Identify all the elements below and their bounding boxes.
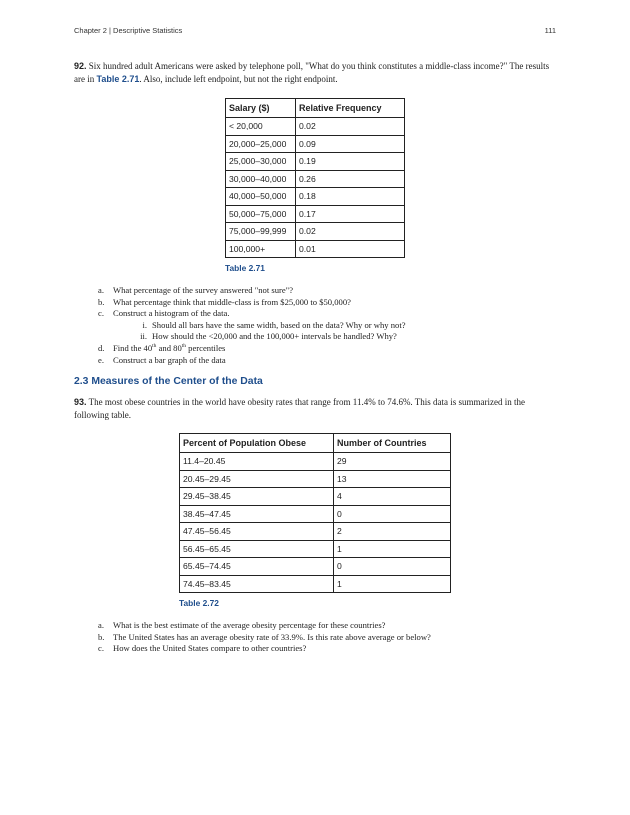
table-cell: 20.45–29.45 [180,470,334,488]
item-text: What percentage of the survey answered "not sure"? [113,285,294,295]
item-text: Construct a bar graph of the data [113,354,226,365]
table-cell: 0.02 [296,118,405,136]
table-cell: 0 [334,505,451,523]
table-cell: 11.4–20.45 [180,453,334,471]
table-row [180,523,451,541]
item-text: What percentage think that middle-class is from $25,000 to $50,000? [113,296,351,307]
table-row [180,575,451,593]
table-cell: 0.19 [296,153,405,171]
obesity-table [179,433,451,593]
superscript: th [152,343,157,350]
list-item [74,355,406,367]
section-heading: 2.3 Measures of the Center of the Data [74,376,263,387]
problem-93-number: 93. [74,397,87,407]
item-label: a. [98,620,104,630]
item-text: What is the best estimate of the average obesity percentage for these countries? [113,620,386,630]
table-cell: 0 [334,558,451,576]
table-row [226,135,405,153]
problem-93-intro: The most obese countries in the world have obesity rates that range from 11.4% to 74.6%. This data is summarized in the following table. [74,397,525,420]
problem-92-intro: Six hundred adult Americans were asked by telephone poll, "What do you think constitutes a middle-class income?" The results are in [74,61,550,84]
item-label: b. [98,631,105,642]
problem-93-questions [74,620,431,655]
item-label: ii. [140,331,147,342]
problem-92-intro-end: . Also, include left endpoint, but not the right endpoint. [139,73,338,84]
item-text: Should all bars have the same width, based on the data? Why or why not? [152,319,406,330]
problem-93-text [74,396,556,421]
table-cell: 2 [334,523,451,541]
table-row [226,118,405,136]
table-cell: 47.45–56.45 [180,523,334,541]
table-row [180,488,451,506]
item-label: a. [98,285,104,295]
list-item [74,620,431,632]
table-cell: 0.02 [296,223,405,241]
table-cell: 29.45–38.45 [180,488,334,506]
item-text: How should the <20,000 and the 100,000+ intervals be handled? Why? [152,331,397,342]
item-label: i. [142,319,147,330]
table-cell: 13 [334,470,451,488]
table-row [180,505,451,523]
list-item [74,285,406,297]
chapter-title: Chapter 2 | Descriptive Statistics [74,26,183,35]
table-cell: 100,000+ [226,240,296,258]
table-row [180,540,451,558]
list-item [74,308,406,320]
item-text: and 80 [156,342,182,353]
item-text: The United States has an average obesity rate of 33.9%. Is this rate above average or below? [113,631,431,642]
table-row [226,153,405,171]
table-row [226,223,405,241]
table-cell: 0.01 [296,240,405,258]
column-header: Percent of Population Obese [180,434,334,453]
salary-table [225,98,405,258]
table-row [180,453,451,471]
list-item [74,643,431,655]
item-label: b. [98,296,105,307]
table-cell: 20,000–25,000 [226,135,296,153]
table-cell: 1 [334,540,451,558]
table-header-row [180,434,451,453]
table-caption: Table 2.71 [225,263,265,273]
problem-92-text [74,60,556,85]
table-cell: 65.45–74.45 [180,558,334,576]
table-cell: 0.09 [296,135,405,153]
table-cell: 50,000–75,000 [226,205,296,223]
table-cell: 75,000–99,999 [226,223,296,241]
table-cell: 38.45–47.45 [180,505,334,523]
list-item [74,343,406,355]
table-cell: < 20,000 [226,118,296,136]
superscript: th [181,343,187,350]
table-2-71-link[interactable]: Table 2.71 [96,73,140,84]
table-cell: 0.26 [296,170,405,188]
table-row [180,470,451,488]
item-label: c. [98,308,104,319]
table-cell: 30,000–40,000 [226,170,296,188]
list-item [74,331,406,343]
table-cell: 4 [334,488,451,506]
table-header-row [226,99,405,118]
table-cell: 74.45–83.45 [180,575,334,593]
table-row [226,205,405,223]
table-row [226,170,405,188]
item-text: How does the United States compare to other countries? [113,643,307,654]
table-row [180,558,451,576]
table-cell: 40,000–50,000 [226,188,296,206]
page-header [74,26,556,38]
problem-92-number: 92. [74,61,87,71]
page-number: 111 [544,26,556,35]
table-cell: 56.45–65.45 [180,540,334,558]
table-caption: Table 2.72 [179,598,219,608]
item-label: c. [98,643,104,654]
list-item [74,297,406,309]
list-item [74,320,406,332]
table-row [226,240,405,258]
table-cell: 0.17 [296,205,405,223]
column-header: Number of Countries [334,434,451,453]
table-cell: 29 [334,453,451,471]
item-text: Find the 40 [113,342,153,353]
item-text: percentiles [186,342,226,353]
list-item [74,632,431,644]
problem-92-questions [74,285,406,366]
column-header: Salary ($) [226,99,296,118]
item-text: Construct a histogram of the data. [113,308,230,319]
column-header: Relative Frequency [296,99,405,118]
table-row [226,188,405,206]
table-cell: 1 [334,575,451,593]
table-cell: 25,000–30,000 [226,153,296,171]
item-label: e. [98,354,104,365]
table-cell: 0.18 [296,188,405,206]
item-label: d. [98,342,105,353]
